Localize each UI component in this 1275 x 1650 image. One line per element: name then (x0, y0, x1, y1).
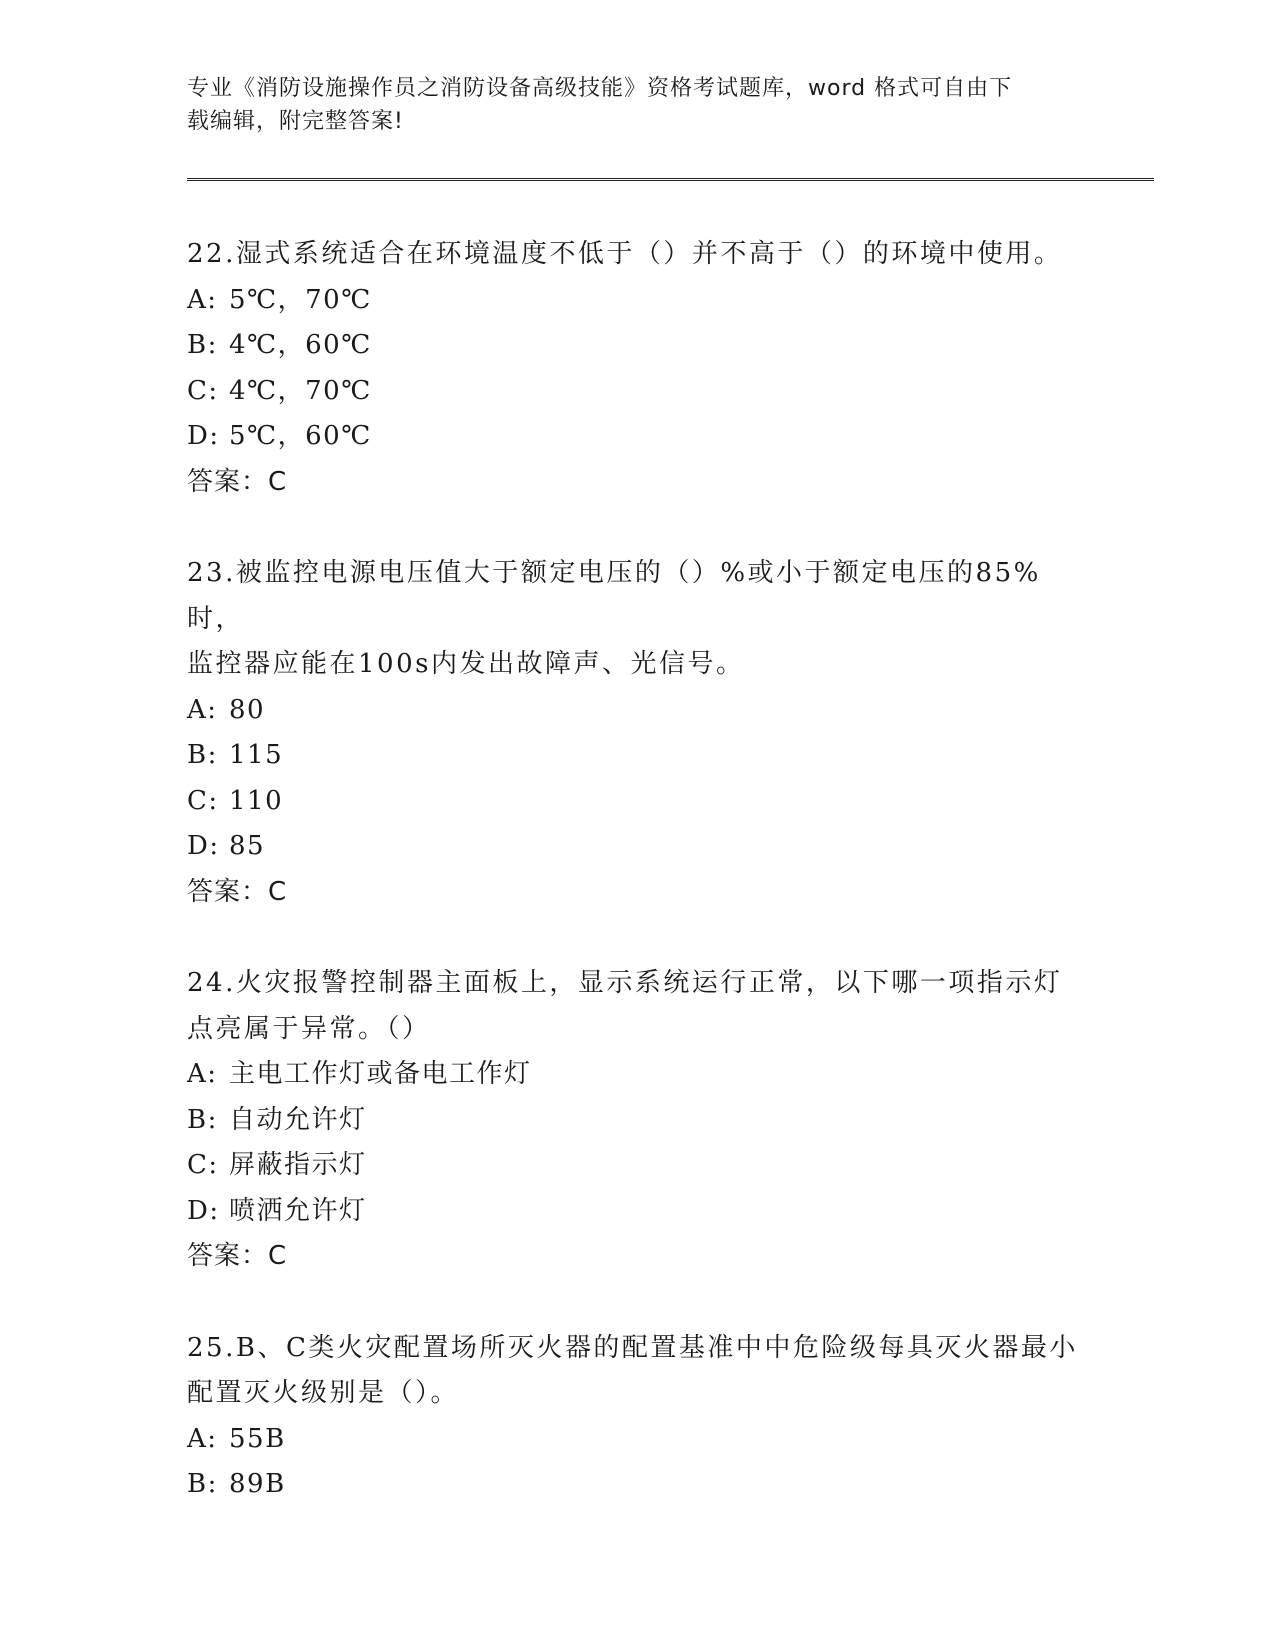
question-text-line: 24.火灾报警控制器主面板上，显示系统运行正常，以下哪一项指示灯 (187, 968, 1063, 998)
option-b (187, 733, 1087, 779)
option-text: 85 (229, 831, 266, 861)
option-b (187, 323, 1087, 369)
option-letter: A: (187, 284, 218, 315)
option-text: 5℃，70℃ (229, 284, 372, 315)
question-text-line: 22.湿式系统适合在环境温度不低于（）并不高于（）的环境中使用。 (187, 239, 1063, 269)
option-letter: B: (187, 1469, 218, 1499)
question-22 (187, 232, 1087, 505)
question-text-line: 监控器应能在100s内发出故障声、光信号。 (187, 649, 745, 679)
header-divider (187, 178, 1154, 181)
question-23 (187, 551, 1087, 915)
option-d (187, 824, 1087, 870)
option-text: 89B (229, 1469, 286, 1499)
option-letter: C: (187, 785, 219, 816)
option-text: 80 (229, 694, 266, 725)
option-letter: C: (187, 375, 219, 406)
option-d (187, 1189, 1087, 1235)
question-text (187, 232, 1087, 278)
header-line-2: 载编辑，附完整答案! (187, 109, 404, 134)
question-text (187, 1326, 1087, 1417)
option-text: 115 (229, 740, 284, 770)
option-letter: A: (187, 694, 218, 725)
option-b (187, 1098, 1087, 1144)
option-a (187, 1052, 1087, 1098)
question-list (187, 232, 1087, 1554)
option-d (187, 414, 1087, 460)
question-text-line: 25.B、C类火灾配置场所灭火器的配置基准中中危险级每具灭火器最小 (187, 1332, 1078, 1363)
option-letter: D: (187, 421, 220, 451)
option-text: 自动允许灯 (229, 1104, 367, 1135)
question-25 (187, 1326, 1087, 1508)
option-c (187, 369, 1087, 415)
option-text: 5℃，60℃ (229, 421, 372, 451)
question-text (187, 961, 1087, 1052)
answer-line: 答案：C (187, 466, 288, 497)
question-text-line: 点亮属于异常。（） (187, 1013, 431, 1044)
option-text: 喷洒允许灯 (229, 1195, 367, 1226)
answer-line: 答案：C (187, 876, 288, 907)
option-text: 110 (229, 785, 284, 816)
option-letter: A: (187, 1059, 218, 1089)
option-c (187, 1143, 1087, 1189)
question-24 (187, 961, 1087, 1280)
option-c (187, 779, 1087, 825)
option-letter: A: (187, 1423, 218, 1454)
option-letter: B: (187, 740, 218, 770)
option-letter: D: (187, 1195, 220, 1226)
question-text (187, 551, 1087, 688)
option-b (187, 1462, 1087, 1508)
option-text: 屏蔽指示灯 (229, 1150, 367, 1180)
option-text: 4℃，60℃ (229, 330, 372, 360)
option-letter: B: (187, 1104, 218, 1135)
option-letter: B: (187, 330, 218, 360)
answer-line: 答案：C (187, 1241, 288, 1271)
option-a (187, 688, 1087, 734)
option-a (187, 278, 1087, 324)
document-header (187, 72, 1067, 138)
question-text-line: 配置灭火级别是（）。 (187, 1378, 460, 1408)
option-text: 4℃，70℃ (229, 375, 372, 406)
option-letter: C: (187, 1150, 219, 1180)
header-line-1: 专业《消防设施操作员之消防设备高级技能》资格考试题库，word 格式可自由下 (187, 76, 1013, 101)
option-letter: D: (187, 831, 220, 861)
question-text-line: 23.被监控电源电压值大于额定电压的（）%或小于额定电压的85%时， (187, 558, 1041, 634)
option-a (187, 1417, 1087, 1463)
option-text: 55B (229, 1423, 286, 1454)
option-text: 主电工作灯或备电工作灯 (229, 1059, 532, 1089)
